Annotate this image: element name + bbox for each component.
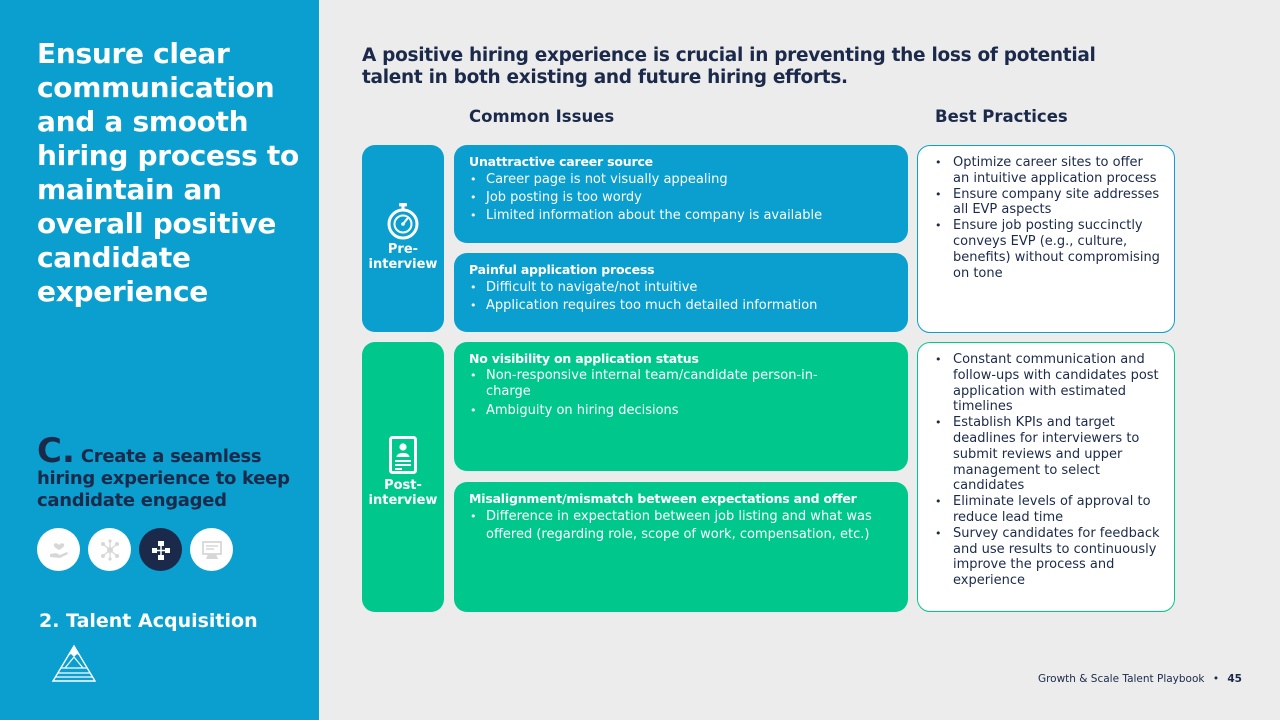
issue-points	[469, 368, 894, 420]
issue-point: • Difficult to navigate/not intuitive	[469, 279, 894, 297]
network-icon[interactable]	[88, 528, 131, 571]
section-letter: C.	[37, 431, 75, 471]
footer-separator: •	[1212, 673, 1220, 685]
practice-item: • Ensure job posting succinctly conveys EVP (e.g., culture, benefits) without compromising on tone	[934, 218, 1162, 281]
practice-item: • Optimize career sites to offer an intuitive application process	[934, 155, 1162, 187]
candidate-profile-icon	[389, 436, 417, 474]
talent-acquisition-title: 2. Talent Acquisition	[39, 610, 258, 632]
best-practices-pre	[917, 145, 1175, 333]
issue-title: Unattractive career source	[469, 154, 653, 169]
issue-point: • Non-responsive internal team/candidate person-in-charge	[469, 368, 894, 400]
best-practices-post	[917, 342, 1175, 612]
stopwatch-icon	[386, 202, 420, 240]
page-headline: A positive hiring experience is crucial in preventing the loss of potential talent in both existing and future hiring efforts.	[362, 45, 1096, 88]
company-logo	[51, 643, 97, 689]
issue-card-application-status	[454, 342, 908, 471]
best-practices-heading: Best Practices	[935, 107, 1068, 126]
heart-hand-icon[interactable]	[37, 528, 80, 571]
footer-text: Growth & Scale Talent Playbook	[1037, 673, 1205, 685]
practice-item: • Constant communication and follow-ups with candidates post application with estimated timelines	[934, 352, 1162, 415]
issue-points	[469, 279, 894, 315]
sidebar	[0, 0, 319, 720]
certificate-icon[interactable]	[190, 528, 233, 571]
section-heading	[37, 431, 307, 512]
pre-interview-stage	[362, 145, 444, 332]
post-interview-label: Post- interview	[368, 478, 438, 508]
post-interview-stage	[362, 342, 444, 612]
issue-point: • Application requires too much detailed information	[469, 297, 894, 315]
issue-title: Misalignment/mismatch between expectations and offer	[469, 491, 857, 506]
section-text: Create a seamless hiring experience to keep candidate engaged	[37, 446, 290, 511]
issue-points	[469, 171, 894, 225]
issue-point: • Ambiguity on hiring decisions	[469, 402, 894, 420]
practice-list	[934, 155, 1162, 281]
issue-point: • Job posting is too wordy	[469, 189, 894, 207]
section-icon-row	[37, 528, 233, 571]
practice-item: • Establish KPIs and target deadlines for interviewers to submit reviews and upper management to select candidates	[934, 415, 1162, 494]
page-number: 45	[1227, 673, 1242, 685]
sidebar-title: Ensure clear communication and a smooth hiring process to maintain an overall positive candidate experience	[37, 37, 299, 308]
process-flow-icon[interactable]	[139, 528, 182, 571]
footer	[1038, 673, 1242, 685]
practice-item: • Ensure company site addresses all EVP aspects	[934, 187, 1162, 219]
practice-item: • Eliminate levels of approval to reduce lead time	[934, 494, 1162, 526]
issue-title: Painful application process	[469, 262, 655, 277]
issue-title: No visibility on application status	[469, 351, 699, 366]
issue-card-application-process	[454, 253, 908, 332]
issue-card-expectation-mismatch	[454, 482, 908, 612]
common-issues-heading: Common Issues	[469, 107, 615, 126]
issue-points	[469, 508, 894, 544]
issue-point: • Difference in expectation between job listing and what was offered (regarding role, scope of work, compensation, etc.)	[469, 508, 894, 544]
practice-item: • Survey candidates for feedback and use results to continuously improve the process and experience	[934, 526, 1162, 589]
issue-point: • Career page is not visually appealing	[469, 171, 894, 189]
pre-interview-label: Pre- interview	[368, 242, 438, 272]
issue-card-career-source	[454, 145, 908, 243]
issue-point: • Limited information about the company is available	[469, 207, 894, 225]
practice-list	[934, 352, 1162, 589]
